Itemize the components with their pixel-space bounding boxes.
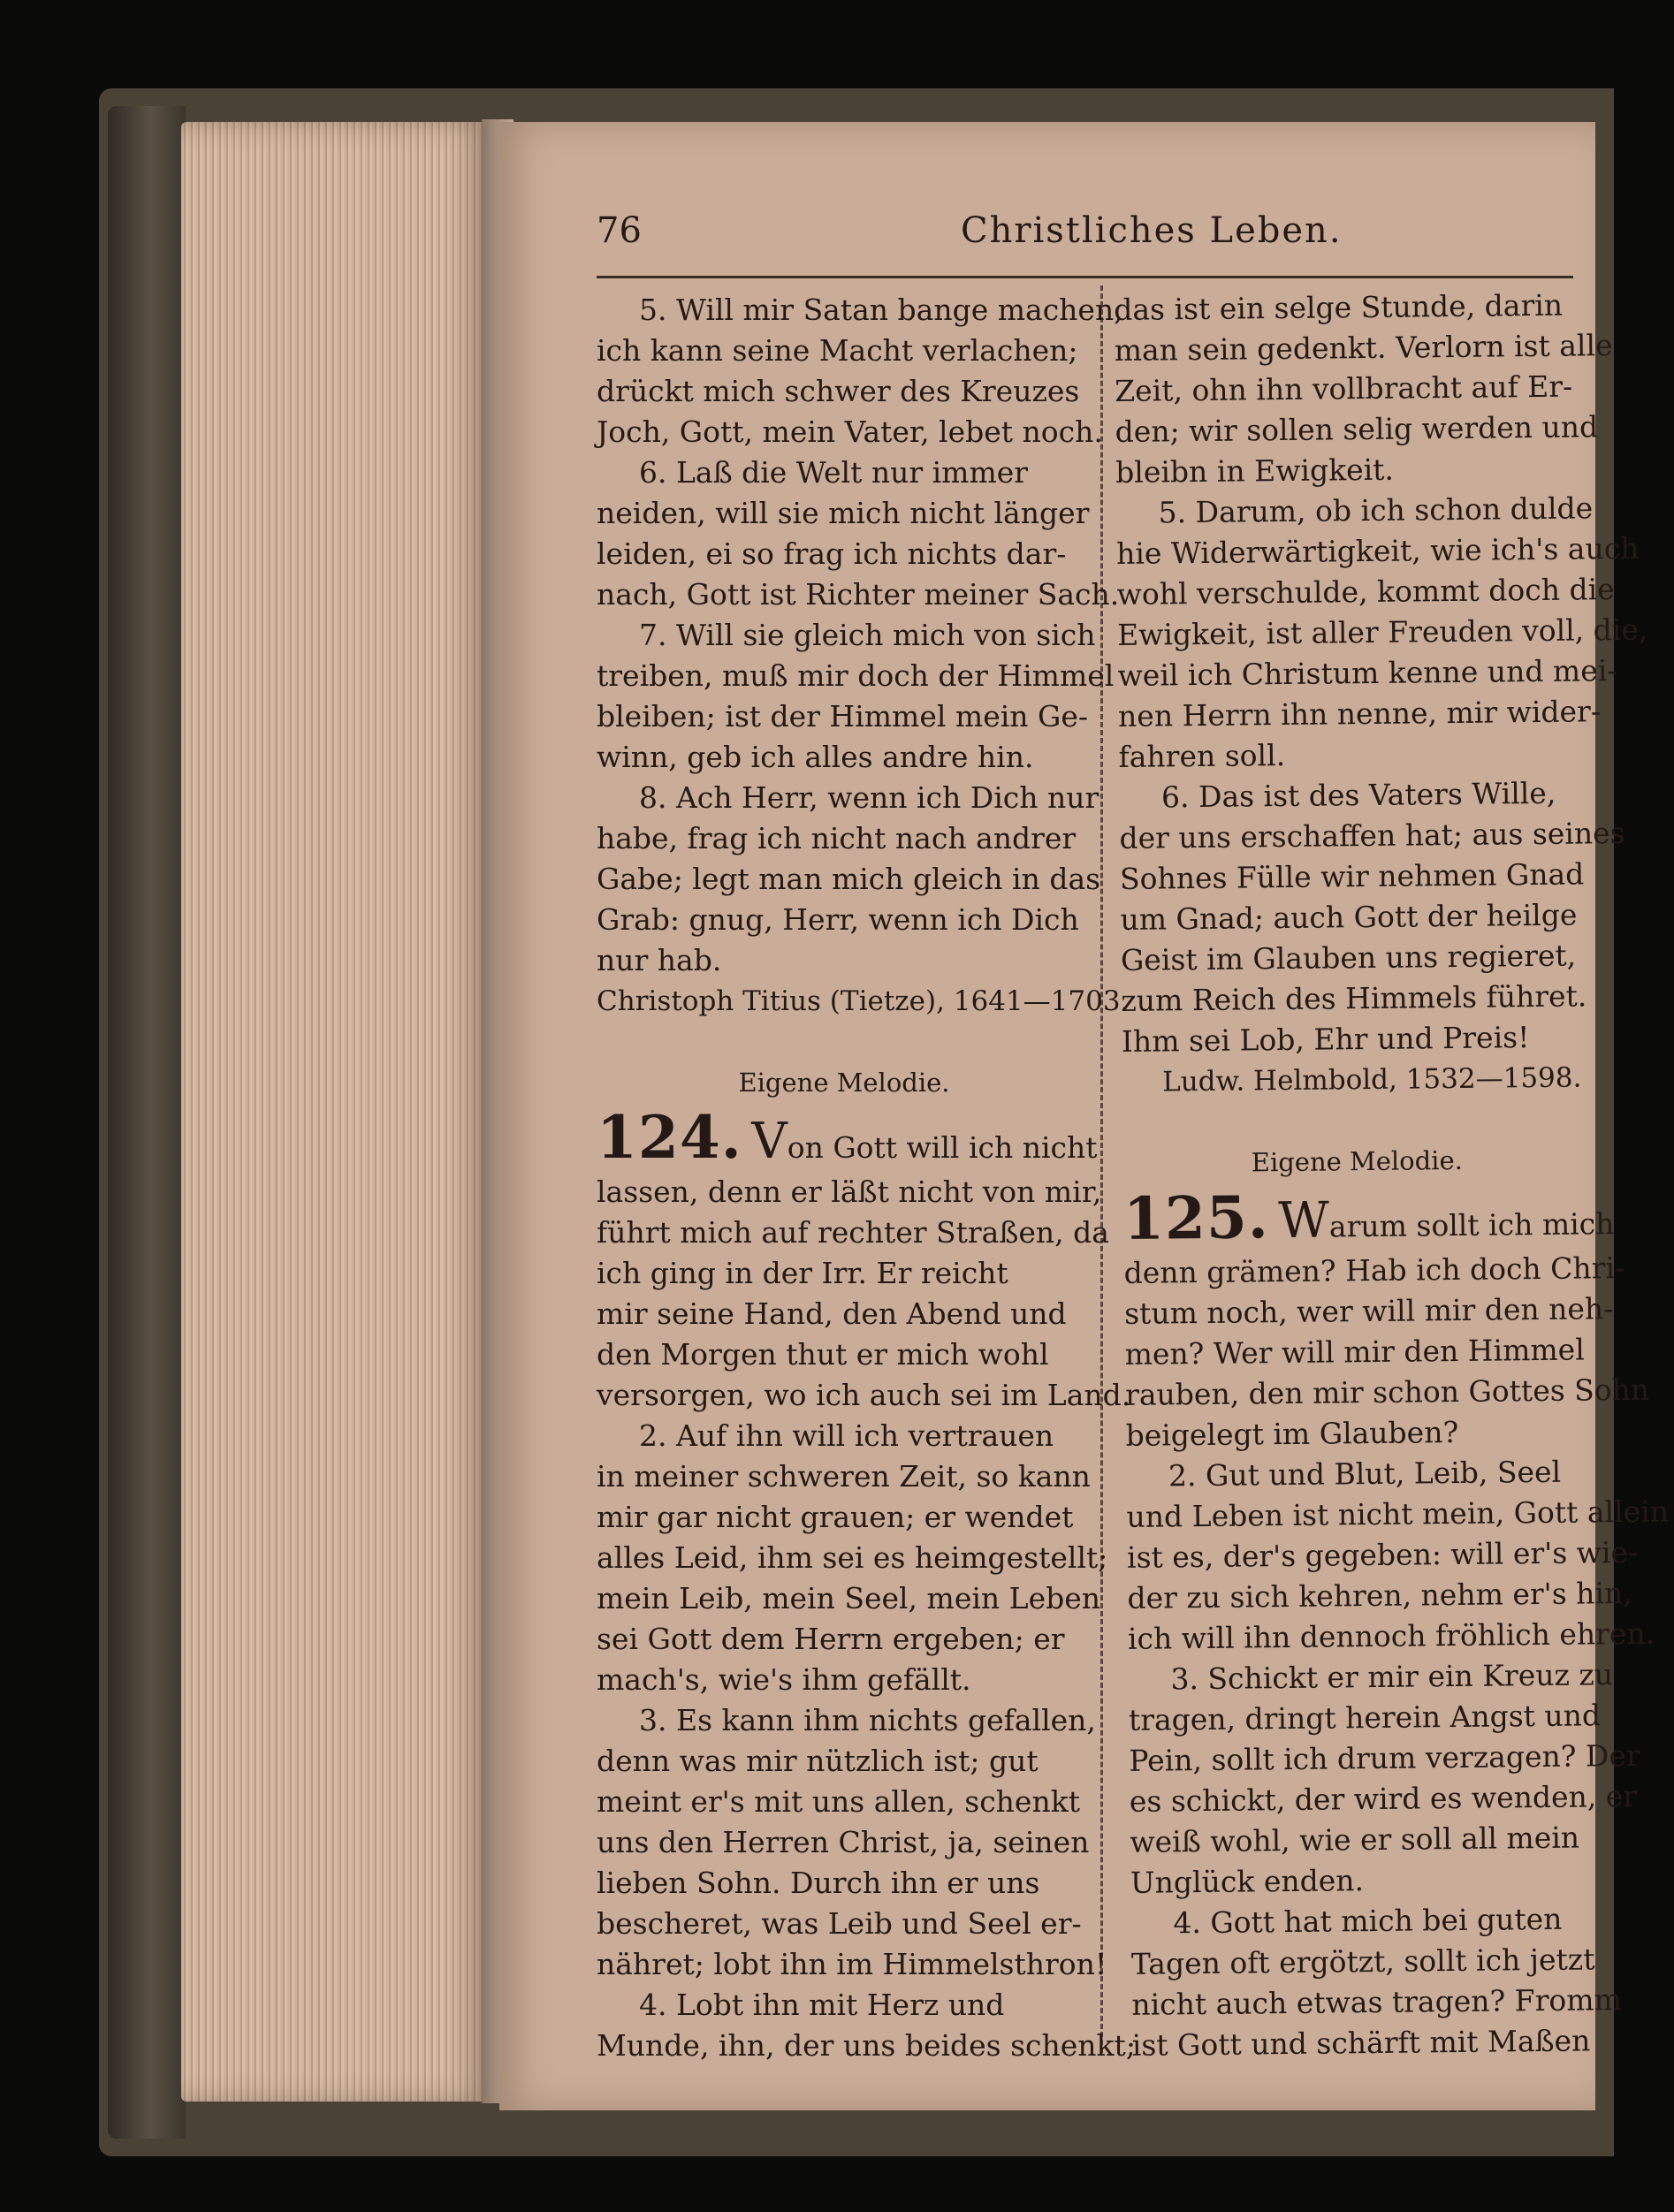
- text-line: beigelegt im Glauben?: [1125, 1414, 1459, 1453]
- drop-initial: W: [1277, 1191, 1330, 1250]
- text-line: Munde, ihn, der uns beides schenkt;: [597, 2028, 1136, 2063]
- text-line: ich will ihn dennoch fröhlich ehren.: [1127, 1615, 1655, 1656]
- text-line: leiden, ei so frag ich nichts dar-: [597, 536, 1067, 571]
- text-line: Tagen oft ergötzt, sollt ich jetzt: [1130, 1942, 1595, 1981]
- text-line: rauben, den mir schon Gottes Sohn: [1124, 1372, 1650, 1412]
- text-line: alles Leid, ihm sei es heimgestellt;: [597, 1540, 1108, 1575]
- text-line: zum Reich des Himmels führet.: [1121, 978, 1587, 1018]
- text-line: der zu sich kehren, nehm er's hin,: [1127, 1575, 1632, 1615]
- left-hymn-verses: [597, 1172, 1136, 2066]
- text-line: 5. Will mir Satan bange machen,: [639, 293, 1123, 327]
- text-line: denn grämen? Hab ich doch Chri-: [1123, 1250, 1625, 1290]
- text-line: den; wir sollen selig werden und: [1115, 409, 1599, 449]
- text-line: Ihm sei Lob, Ehr und Preis!: [1121, 1020, 1530, 1059]
- text-line: den Morgen thut er mich wohl: [597, 1337, 1049, 1372]
- text-line: winn, geb ich alles andre hin.: [597, 740, 1034, 774]
- text-line: 7. Will sie gleich mich von sich: [639, 618, 1096, 652]
- text-line: nur hab.: [597, 943, 722, 977]
- text-line: Joch, Gott, mein Vater, lebet noch.: [597, 414, 1103, 449]
- text-line: versorgen, wo ich auch sei im Land.: [597, 1378, 1131, 1412]
- left-top-verses: [597, 290, 1123, 981]
- text-line: 2. Gut und Blut, Leib, Seel: [1168, 1454, 1562, 1494]
- text-line: der uns erschaffen hat; aus seines: [1119, 815, 1625, 855]
- first-line-text: arum sollt ich mich: [1328, 1206, 1615, 1244]
- text-line: 3. Es kann ihm nichts gefallen,: [639, 1703, 1096, 1737]
- text-line: das ist ein selge Stunde, darin: [1114, 287, 1564, 327]
- text-line: stum noch, wer will mir den neh-: [1123, 1291, 1614, 1331]
- text-line: 4. Lobt ihn mit Herz und: [639, 1988, 1005, 2022]
- text-line: nicht auch etwas tragen? Fromm: [1131, 1982, 1623, 2022]
- text-line: tragen, dringt herein Angst und: [1128, 1698, 1602, 1737]
- hymn-number: 124.: [597, 1103, 742, 1172]
- right-top-verses: [1114, 285, 1648, 1062]
- text-line: bleiben; ist der Himmel mein Ge-: [597, 699, 1089, 734]
- text-line: Ewigkeit, ist aller Freuden voll, die,: [1116, 612, 1648, 652]
- text-line: Pein, sollt ich drum verzagen? Der: [1129, 1737, 1640, 1778]
- page-content: [597, 210, 1670, 2075]
- text-line: lieben Sohn. Durch ihn er uns: [597, 1866, 1040, 1900]
- text-line: man sein gedenkt. Verlorn ist alle: [1114, 328, 1613, 368]
- text-line: Geist im Glauben uns regieret,: [1120, 938, 1577, 977]
- text-line: lassen, denn er läßt nicht von mir,: [597, 1174, 1102, 1209]
- text-line: nach, Gott ist Richter meiner Sach.: [597, 577, 1120, 612]
- text-line: 8. Ach Herr, wenn ich Dich nur: [639, 780, 1100, 815]
- text-line: 5. Darum, ob ich schon dulde: [1158, 490, 1594, 530]
- text-line: nähret; lobt ihn im Himmelsthron!: [597, 1947, 1107, 1981]
- text-line: nen Herrn ihn nenne, mir wider-: [1117, 694, 1602, 734]
- page-header: [597, 210, 1578, 281]
- text-line: ist Gott und schärft mit Maßen: [1131, 2023, 1591, 2063]
- hymn-first-line: [1122, 1179, 1615, 1253]
- right-column: [1114, 285, 1670, 2065]
- header-rule: [597, 276, 1573, 278]
- text-line: meint er's mit uns allen, schenkt: [597, 1784, 1080, 1819]
- left-column: [597, 290, 1136, 2066]
- text-line: fahren soll.: [1118, 737, 1286, 774]
- running-head: Christliches Leben.: [961, 210, 1343, 251]
- text-line: drückt mich schwer des Kreuzes: [597, 374, 1080, 408]
- text-line: ich ging in der Irr. Er reicht: [597, 1256, 1008, 1290]
- text-line: mir seine Hand, den Abend und: [597, 1296, 1067, 1331]
- text-line: habe, frag ich nicht nach andrer: [597, 821, 1077, 855]
- text-line: führt mich auf rechter Straßen, da: [597, 1215, 1109, 1250]
- text-line: 4. Gott hat mich bei guten: [1173, 1901, 1563, 1941]
- text-line: weiß wohl, wie er soll all mein: [1130, 1820, 1580, 1859]
- text-line: denn was mir nützlich ist; gut: [597, 1744, 1039, 1778]
- column-divider: [1100, 285, 1103, 2053]
- book-page: [499, 122, 1670, 2110]
- drop-initial: V: [751, 1113, 788, 1170]
- page-number: 76: [597, 210, 642, 251]
- text-line: Sohnes Fülle wir nehmen Gnad: [1119, 856, 1585, 896]
- text-line: hie Widerwärtigkeit, wie ich's auch: [1115, 530, 1640, 571]
- text-line: mein Leib, mein Seel, mein Leben: [597, 1581, 1101, 1615]
- hymn-number: 125.: [1122, 1182, 1270, 1253]
- text-line: und Leben ist nicht mein, Gott allein: [1126, 1494, 1670, 1534]
- text-line: Unglück enden.: [1130, 1863, 1365, 1900]
- text-line: Grab: gnug, Herr, wenn ich Dich: [597, 902, 1079, 937]
- text-line: neiden, will sie mich nicht länger: [597, 496, 1090, 530]
- text-line: 3. Schickt er mir ein Kreuz zu: [1170, 1657, 1614, 1697]
- text-line: ist es, der's gegeben: will er's wie-: [1126, 1534, 1639, 1575]
- text-line: Gabe; legt man mich gleich in das: [597, 862, 1101, 896]
- text-line: sei Gott dem Herrn ergeben; er: [597, 1622, 1065, 1656]
- text-line: um Gnad; auch Gott der heilge: [1120, 897, 1578, 937]
- text-line: bescheret, was Leib und Seel er-: [597, 1906, 1082, 1941]
- text-line: bleibn in Ewigkeit.: [1115, 452, 1395, 490]
- melody-note: Eigene Melodie.: [1251, 1144, 1464, 1178]
- text-line: ich kann seine Macht verlachen;: [597, 333, 1078, 368]
- right-hymn-verses: [1123, 1248, 1670, 2065]
- book-spine: [108, 106, 186, 2139]
- melody-note: Eigene Melodie.: [738, 1068, 950, 1098]
- text-line: uns den Herren Christ, ja, seinen: [597, 1825, 1090, 1859]
- text-line: weil ich Christum kenne und mei-: [1117, 653, 1617, 693]
- first-line-text: on Gott will ich nicht: [787, 1130, 1098, 1165]
- text-line: treiben, muß mir doch der Himmel: [597, 658, 1115, 693]
- text-line: mach's, wie's ihm gefällt.: [597, 1662, 971, 1697]
- page-edges: [181, 122, 491, 2102]
- hymn-first-line: [597, 1103, 1098, 1172]
- text-line: men? Wer will mir den Himmel: [1124, 1332, 1585, 1372]
- text-line: 2. Auf ihn will ich vertrauen: [639, 1418, 1054, 1453]
- text-line: 6. Laß die Welt nur immer: [639, 455, 1029, 490]
- text-line: es schickt, der wird es wenden, er: [1129, 1778, 1638, 1819]
- hymn-author: Ludw. Helmbold, 1532—1598.: [1161, 1061, 1582, 1098]
- text-line: mir gar nicht grauen; er wendet: [597, 1500, 1074, 1534]
- text-line: wohl verschulde, kommt doch die: [1116, 572, 1615, 612]
- text-line: 6. Das ist des Vaters Wille,: [1160, 775, 1556, 815]
- hymn-author: Christoph Titius (Tietze), 1641—1703.: [597, 985, 1130, 1017]
- text-line: in meiner schweren Zeit, so kann: [597, 1459, 1091, 1494]
- text-line: Zeit, ohn ihn vollbracht auf Er-: [1114, 369, 1573, 408]
